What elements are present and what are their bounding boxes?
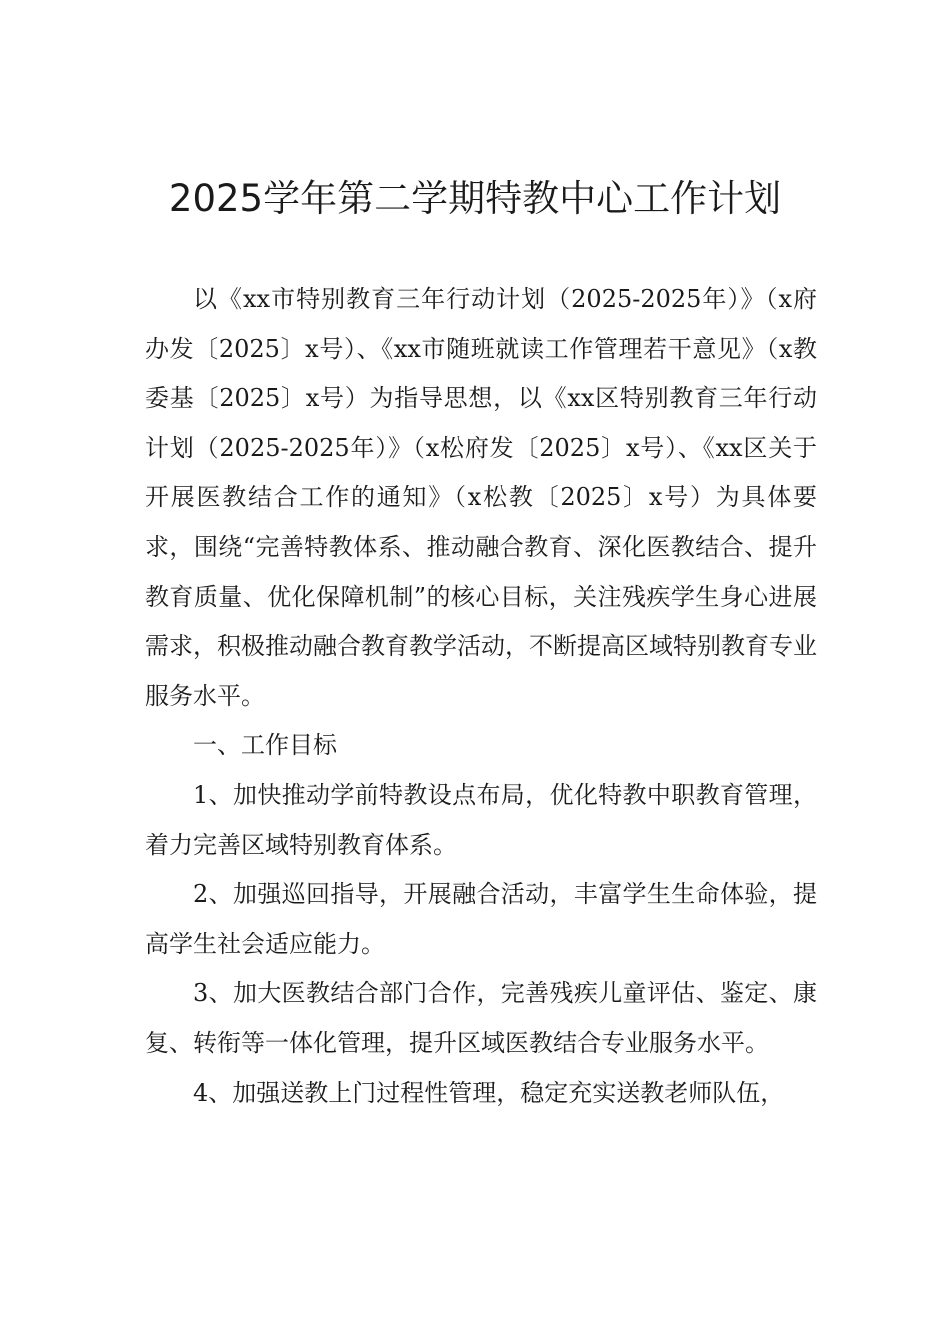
goal-item-2: 2、加强巡回指导，开展融合活动，丰富学生生命体验，提高学生社会适应能力。 — [145, 880, 817, 958]
section-heading: 一、工作目标 — [193, 731, 337, 760]
intro-paragraph: 以《xx市特别教育三年行动计划（2025-2025年）》（x府办发〔2025〕x号）、《xx市随班就读工作管理若干意见》（x教委基〔2025〕x号）为指导思想，以《xx区特别教育三年行动计划（2025-2025年）》（x松府发〔2025〕x号）、《xx区关于开展医教结合工作的通知》（x松教〔2025〕x号）为具体要求，围绕“完善特教体系、推动融合教育、深化医教结合、提升教育质量、优化保障机制”的核心目标，关注残疾学生身心进展需求，积极推动融合教育教学活动，不断提高区域特别教育专业服务水平。 — [145, 285, 817, 710]
goal-item-4: 4、加强送教上门过程性管理，稳定充实送教老师队伍， — [193, 1078, 785, 1107]
goal-item-1: 1、加快推动学前特教设点布局，优化特教中职教育管理，着力完善区域特别教育体系。 — [145, 780, 817, 859]
goal-item-3: 3、加大医教结合部门合作，完善残疾儿童评估、鉴定、康复、转衔等一体化管理，提升区域医教结合专业服务水平。 — [145, 979, 817, 1057]
document-body — [145, 275, 817, 1118]
document-title: 2025学年第二学期特教中心工作计划 — [168, 177, 782, 220]
